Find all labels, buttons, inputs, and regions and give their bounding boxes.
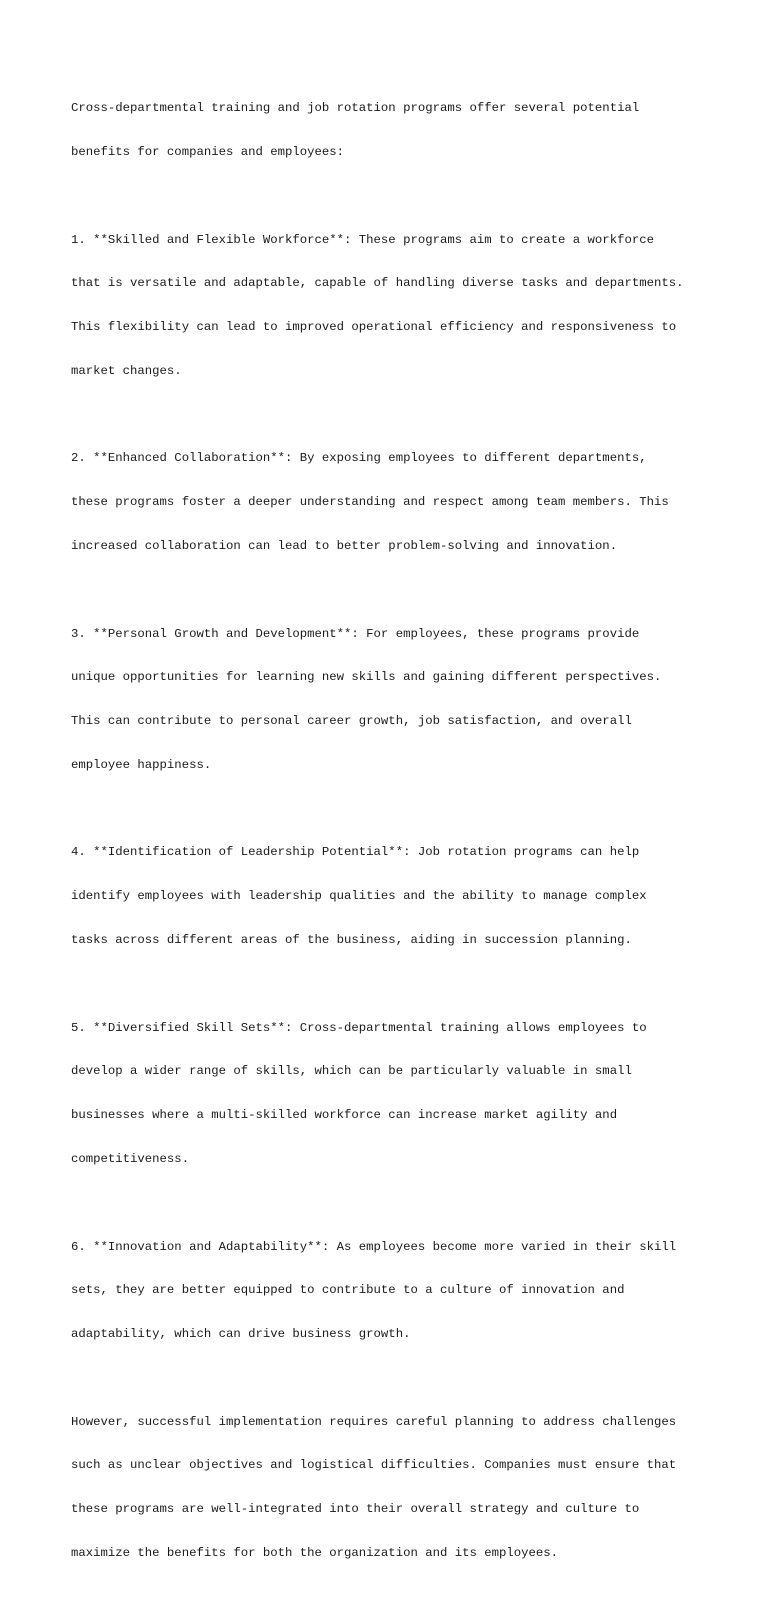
text-line: 2. **Enhanced Collaboration**: By exposing employees to different departments, bbox=[71, 451, 647, 466]
point-3-paragraph bbox=[71, 597, 711, 801]
text-line: maximize the benefits for both the organization and its employees. bbox=[71, 1545, 559, 1560]
text-line: market changes. bbox=[71, 363, 182, 378]
conclusion-paragraph bbox=[71, 1385, 711, 1589]
text-line: 3. **Personal Growth and Development**: For employees, these programs provide bbox=[71, 626, 640, 641]
point-4-paragraph bbox=[71, 816, 711, 977]
intro-paragraph bbox=[71, 72, 711, 189]
text-line: that is versatile and adaptable, capable of handling diverse tasks and departments. bbox=[71, 276, 684, 291]
text-line: employee happiness. bbox=[71, 757, 212, 772]
text-line: such as unclear objectives and logistical difficulties. Companies must ensure that bbox=[71, 1458, 677, 1473]
text-line: develop a wider range of skills, which can be particularly valuable in small bbox=[71, 1064, 632, 1079]
text-line: these programs foster a deeper understanding and respect among team members. This bbox=[71, 495, 669, 510]
point-6-paragraph bbox=[71, 1210, 711, 1371]
text-line: 5. **Diversified Skill Sets**: Cross-departmental training allows employees to bbox=[71, 1020, 647, 1035]
text-line: 1. **Skilled and Flexible Workforce**: These programs aim to create a workforce bbox=[71, 232, 654, 247]
point-5-paragraph bbox=[71, 991, 711, 1195]
text-line: Cross-departmental training and job rotation programs offer several potential bbox=[71, 101, 640, 116]
text-line: 4. **Identification of Leadership Potential**: Job rotation programs can help bbox=[71, 845, 640, 860]
text-line: identify employees with leadership qualities and the ability to manage complex bbox=[71, 889, 647, 904]
text-line: This can contribute to personal career growth, job satisfaction, and overall bbox=[71, 714, 632, 729]
point-2-paragraph bbox=[71, 422, 711, 583]
text-line: This flexibility can lead to improved operational efficiency and responsiveness to bbox=[71, 320, 677, 335]
text-line: businesses where a multi-skilled workforce can increase market agility and bbox=[71, 1108, 618, 1123]
text-line: benefits for companies and employees: bbox=[71, 144, 345, 159]
text-line: tasks across different areas of the business, aiding in succession planning. bbox=[71, 933, 632, 948]
text-line: increased collaboration can lead to better problem-solving and innovation. bbox=[71, 539, 618, 553]
text-line: competitiveness. bbox=[71, 1151, 190, 1166]
document-body bbox=[71, 72, 711, 1604]
text-line: 6. **Innovation and Adaptability**: As employees become more varied in their skill bbox=[71, 1239, 677, 1254]
text-line: these programs are well-integrated into their overall strategy and culture to bbox=[71, 1502, 640, 1517]
text-line: sets, they are better equipped to contribute to a culture of innovation and bbox=[71, 1283, 625, 1298]
text-line: However, successful implementation requires careful planning to address challenges bbox=[71, 1414, 677, 1429]
point-1-paragraph bbox=[71, 203, 711, 407]
text-line: unique opportunities for learning new skills and gaining different perspectives. bbox=[71, 670, 662, 685]
text-line: adaptability, which can drive business growth. bbox=[71, 1327, 411, 1342]
